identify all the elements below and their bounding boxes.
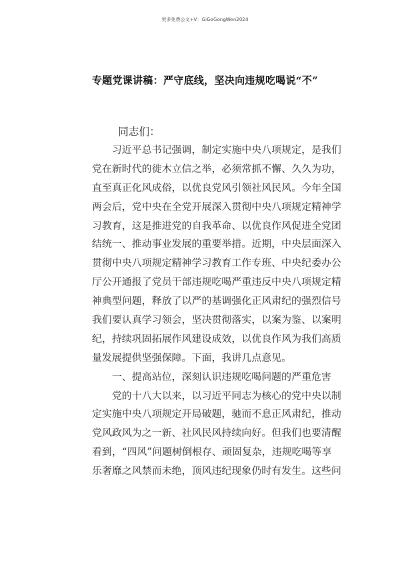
document-title: 专题党课讲稿：严守底线，坚决向违规吃喝说“不” [91, 76, 319, 87]
greeting: 同志们： [118, 126, 160, 138]
document-body [92, 142, 356, 482]
body-line: 直至真正化风成俗，以优良党风引领社风民风。今年全国 [92, 182, 342, 194]
body-line: 乐奢靡之风禁而未绝，顶风违纪现象仍时有发生。这些问 [92, 466, 342, 478]
body-line: 神典型问题，释放了以严的基调强化正风肃纪的强烈信号 [92, 296, 342, 308]
header-note: 更多免费公文+V：GiGoGongWen2024 [161, 18, 249, 23]
body-line: 党风政风为之一新、社风民风持续向好。但我们也要清醒 [92, 428, 342, 440]
body-line: 结统一、推动事业发展的重要举措。近期，中央层面深入 [92, 239, 342, 251]
body-line: 党在新时代的徙木立信之举，必须常抓不懈、久久为功， [92, 163, 342, 175]
body-line: 定实施中央八项规定开局破题，驰而不息正风肃纪，推动 [92, 409, 342, 421]
body-line: 习教育，这是推进党的自我革命、以优良作风促进全党团 [92, 220, 342, 232]
body-line: 党的十八大以来，以习近平同志为核心的党中央以制 [92, 390, 342, 402]
body-line: 量发展提供坚强保障。下面，我讲几点意见。 [92, 352, 292, 364]
body-line: 厅公开通报了党员干部违规吃喝严重违反中央八项规定精 [92, 277, 342, 289]
body-line: 看到，“四风”问题树倒根存、顽固复杂，违规吃喝等享 [92, 447, 332, 459]
body-line: 两会后，党中央在全党开展深入贯彻中央八项规定精神学 [92, 201, 342, 213]
body-line: 我们要认真学习领会，坚决贯彻落实，以案为鉴、以案明 [92, 315, 342, 327]
section-heading: 一、提高站位，深刻认识违规吃喝问题的严重危害 [92, 371, 332, 383]
body-line: 纪，持续巩固拓展作风建设成效，以优良作风为我们高质 [92, 333, 342, 345]
body-line: 习近平总书记强调，制定实施中央八项规定，是我们 [92, 145, 342, 156]
body-line: 贯彻中央八项规定精神学习教育工作专班、中央纪委办公 [92, 258, 342, 270]
